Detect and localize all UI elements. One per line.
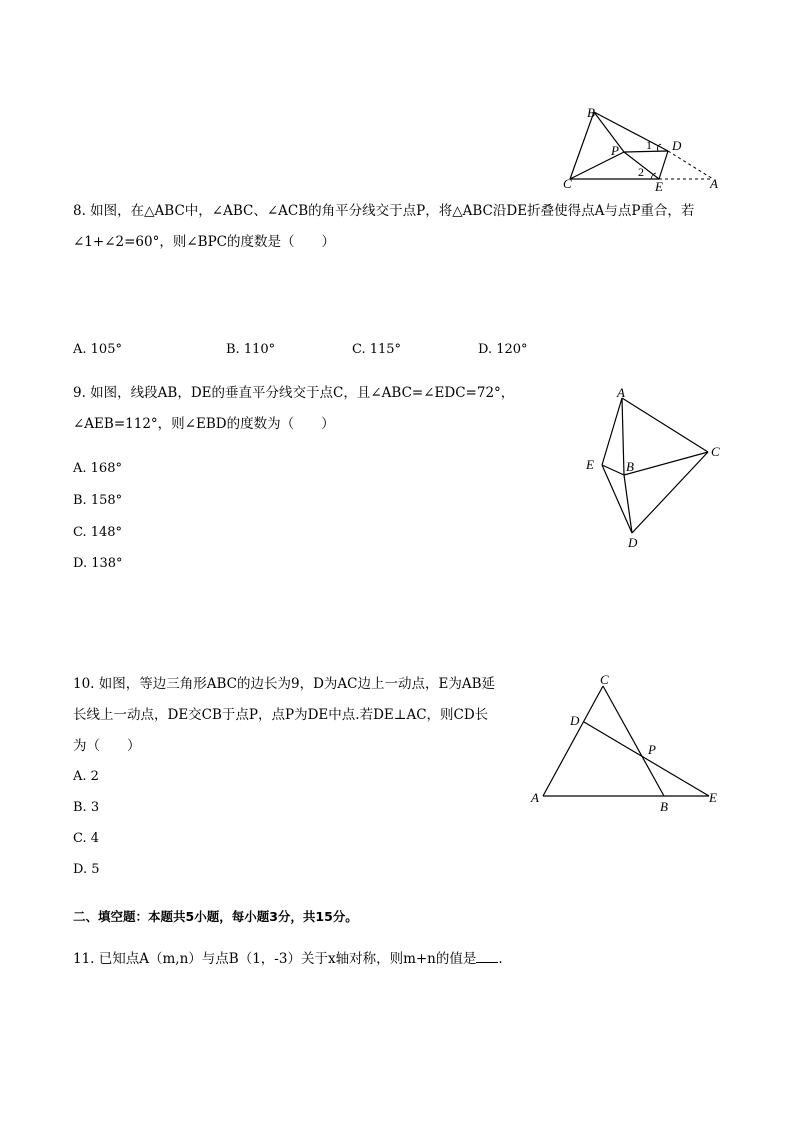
q8-label-E: E <box>655 179 663 194</box>
q9-option-a: A. 168° <box>73 461 122 476</box>
q9-figure <box>580 383 730 553</box>
q9-label-E: E <box>586 457 594 472</box>
q8-stem-line2: ∠1+∠2=60°，则∠BPC的度数是（ ） <box>73 234 335 250</box>
q8-stem-line1: 8. 如图，在△ABC中，∠ABC、∠ACB的角平分线交于点P，将△ABC沿DE折叠使得点A与点P重合，若 <box>73 203 695 219</box>
q8-label-C: C <box>563 176 572 191</box>
q10-segment-CB <box>603 686 664 796</box>
q10-figure <box>527 668 727 818</box>
q9-stem-line2: ∠AEB=112°，则∠EBD的度数为（ ） <box>73 416 335 432</box>
q9-segment-DC <box>632 452 708 533</box>
q8-dashed-DA <box>668 151 713 179</box>
q9-option-b: B. 158° <box>73 493 123 508</box>
q10-stem-line2: 长线上一动点，DE交CB于点P，点P为DE中点.若DE⊥AC，则CD长 <box>73 707 489 723</box>
q8-label-B: B <box>587 105 595 120</box>
q10-option-c: C. 4 <box>73 831 100 846</box>
q8-label-A: A <box>710 176 718 191</box>
q8-segment-DE <box>659 151 668 179</box>
q9-option-c: C. 148° <box>73 525 123 540</box>
q9-stem-line1: 9. 如图，线段AB，DE的垂直平分线交于点C，且∠ABC=∠EDC=72°， <box>73 385 515 401</box>
q8-option-b: B. 110° <box>226 342 276 357</box>
q9-option-d: D. 138° <box>73 556 123 571</box>
q10-segment-AC <box>543 686 603 796</box>
q8-label-angle2: 2 <box>638 165 644 179</box>
q9-label-A: A <box>617 385 625 400</box>
q9-label-B: B <box>626 459 634 474</box>
q9-segment-AE <box>602 398 622 465</box>
q10-label-A: A <box>531 790 539 805</box>
q8-label-angle1: 1 <box>646 138 652 152</box>
q10-option-b: B. 3 <box>73 800 100 815</box>
q8-option-d: D. 120° <box>478 342 528 357</box>
q10-option-d: D. 5 <box>73 862 100 877</box>
q10-label-D: D <box>570 713 580 728</box>
q8-option-a: A. 105° <box>73 342 122 357</box>
q8-figure <box>555 100 735 195</box>
q11-answer-blank[interactable] <box>476 950 498 963</box>
q11-stem-text: 11. 已知点A（m,n）与点B（1，-3）关于x轴对称，则m+n的值是 <box>73 951 477 967</box>
q9-segment-BC <box>624 452 708 475</box>
q11-stem-end: . <box>498 951 503 967</box>
q9-label-C: C <box>711 444 720 459</box>
q10-option-a: A. 2 <box>73 769 99 784</box>
q10-label-P: P <box>648 742 656 757</box>
q10-label-E: E <box>709 790 717 805</box>
q8-option-c: C. 115° <box>352 342 402 357</box>
q9-segment-AC <box>622 398 708 452</box>
q10-label-C: C <box>600 672 609 687</box>
q8-label-P: P <box>611 143 619 158</box>
q8-segment-BD <box>594 112 668 151</box>
q10-segment-DE <box>584 722 709 796</box>
q10-stem-line1: 10. 如图，等边三角形ABC的边长为9，D为AC边上一动点，E为AB延 <box>73 676 496 692</box>
q8-label-D: D <box>672 138 682 153</box>
q9-segment-AB <box>622 398 624 475</box>
q10-label-B: B <box>660 799 668 814</box>
q10-stem-line3: 为（ ） <box>73 738 141 754</box>
q8-segment-BP <box>594 112 624 152</box>
section2-heading: 二、填空题：本题共5小题，每小题3分，共15分。 <box>73 909 358 924</box>
q9-label-D: D <box>628 535 638 550</box>
q11-stem <box>73 950 503 968</box>
